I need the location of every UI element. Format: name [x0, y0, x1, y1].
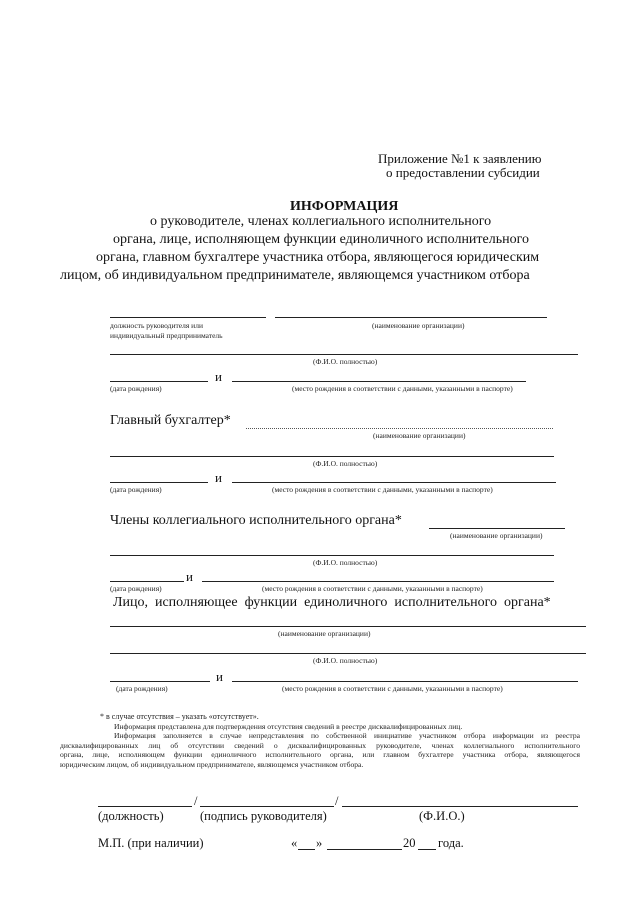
position-field-line[interactable] — [110, 317, 266, 318]
accountant-fio-field-line[interactable] — [110, 456, 554, 457]
head-fio-field-line[interactable] — [110, 354, 578, 355]
date-quote-close: » — [316, 836, 323, 850]
footnote-fill-line-1: Информация заполняется в случае непредставления по собственной инициативе участником отбора информации из реестра — [114, 731, 580, 740]
signature-slash-2: / — [335, 794, 339, 808]
sole-fio-caption: (Ф.И.О. полностью) — [313, 656, 378, 665]
accountant-and-text: и — [215, 470, 222, 485]
signature-sign-field-line[interactable] — [200, 806, 334, 807]
head-birth-date-caption: (дата рождения) — [110, 384, 162, 393]
date-month-field-line[interactable] — [327, 849, 402, 850]
head-and-text: и — [215, 369, 222, 384]
signature-fio-caption: (Ф.И.О.) — [419, 809, 465, 823]
signature-fio-field-line[interactable] — [342, 806, 578, 807]
sole-and-text: и — [216, 669, 223, 684]
accountant-birth-date-field-line[interactable] — [110, 482, 208, 483]
position-caption-2: индивидуальный предприниматель — [110, 331, 223, 340]
stamp-label: М.П. (при наличии) — [98, 836, 204, 850]
signature-sign-caption: (подпись руководителя) — [200, 809, 327, 823]
accountant-fio-caption: (Ф.И.О. полностью) — [313, 459, 378, 468]
collegial-birth-date-field-line[interactable] — [110, 581, 184, 582]
head-fio-caption: (Ф.И.О. полностью) — [313, 357, 378, 366]
date-day-field-line[interactable] — [298, 849, 315, 850]
collegial-members-label: Члены коллегиального исполнительного органа* — [110, 513, 402, 528]
head-birth-place-caption: (место рождения в соответствии с данными, указанными в паспорте) — [292, 384, 513, 393]
title-line-1: о руководителе, членах коллегиального исполнительного — [150, 214, 492, 229]
accountant-birth-place-caption: (место рождения в соответствии с данными, указанными в паспорте) — [272, 485, 493, 494]
date-year-field-line[interactable] — [418, 849, 436, 850]
footnote-fill-line-3: органа, лице, исполняющем функции единоличного исполнительного органа, или главном бухгалтере участника отбора, являющегося — [60, 750, 580, 759]
title-line-2: органа, лице, исполняющем функции единоличного исполнительного — [113, 232, 530, 247]
date-quote-open: « — [291, 836, 298, 850]
collegial-birth-date-caption: (дата рождения) — [110, 584, 162, 593]
sole-birth-date-caption: (дата рождения) — [116, 684, 168, 693]
footnote-absent: * в случае отсутствия – указать «отсутствует». — [100, 712, 259, 721]
collegial-fio-field-line[interactable] — [110, 555, 554, 556]
accountant-organization-field-line[interactable] — [246, 428, 553, 429]
head-birth-date-field-line[interactable] — [110, 381, 208, 382]
position-caption-1: должность руководителя или — [110, 321, 203, 330]
appendix-line-2: о предоставлении субсидии — [386, 165, 540, 180]
sole-organization-field-line[interactable] — [110, 626, 586, 627]
sole-organization-caption: (наименование организации) — [278, 629, 371, 638]
date-year-prefix: 20 — [403, 836, 416, 850]
footnote-fill-line-4: юридическим лицом, об индивидуальном предпринимателе, являющемся участником отбора. — [60, 759, 364, 769]
collegial-organization-field-line[interactable] — [429, 528, 565, 529]
collegial-and-text: и — [186, 569, 193, 584]
collegial-fio-caption: (Ф.И.О. полностью) — [313, 558, 378, 567]
footnote-fill-line-2: дисквалифицированных лиц об отсутствии сведений о дисквалифицированных руководителе, членах коллегиального исполнительного — [60, 740, 580, 750]
document-title: ИНФОРМАЦИЯ — [290, 199, 399, 214]
signature-slash-1: / — [194, 794, 198, 808]
collegial-birth-place-field-line[interactable] — [202, 581, 554, 582]
date-year-suffix: года. — [438, 836, 464, 850]
footnote-purpose: Информация представлена для подтверждения отсутствия сведений в реестре дисквалифицированных лиц. — [114, 722, 463, 731]
head-birth-place-field-line[interactable] — [232, 381, 526, 382]
signature-position-field-line[interactable] — [98, 806, 192, 807]
chief-accountant-label: Главный бухгалтер* — [110, 413, 231, 428]
accountant-organization-caption: (наименование организации) — [373, 431, 466, 440]
sole-fio-field-line[interactable] — [110, 653, 586, 654]
title-line-4: лицом, об индивидуальном предпринимателе, являющемся участником отбора — [60, 268, 530, 283]
collegial-birth-place-caption: (место рождения в соответствии с данными, указанными в паспорте) — [262, 584, 483, 593]
sole-executive-label: Лицо, исполняющее функции единоличного исполнительного органа* — [113, 595, 551, 610]
sole-birth-place-caption: (место рождения в соответствии с данными, указанными в паспорте) — [282, 684, 503, 693]
signature-position-caption: (должность) — [98, 809, 164, 823]
accountant-birth-place-field-line[interactable] — [232, 482, 556, 483]
sole-birth-place-field-line[interactable] — [232, 681, 578, 682]
sole-birth-date-field-line[interactable] — [110, 681, 210, 682]
title-line-3: органа, главном бухгалтере участника отбора, являющегося юридическим — [96, 250, 540, 265]
accountant-birth-date-caption: (дата рождения) — [110, 485, 162, 494]
organization-field-line[interactable] — [275, 317, 547, 318]
appendix-line-1: Приложение №1 к заявлению — [378, 151, 542, 166]
organization-caption: (наименование организации) — [372, 321, 465, 330]
collegial-organization-caption: (наименование организации) — [450, 531, 543, 540]
